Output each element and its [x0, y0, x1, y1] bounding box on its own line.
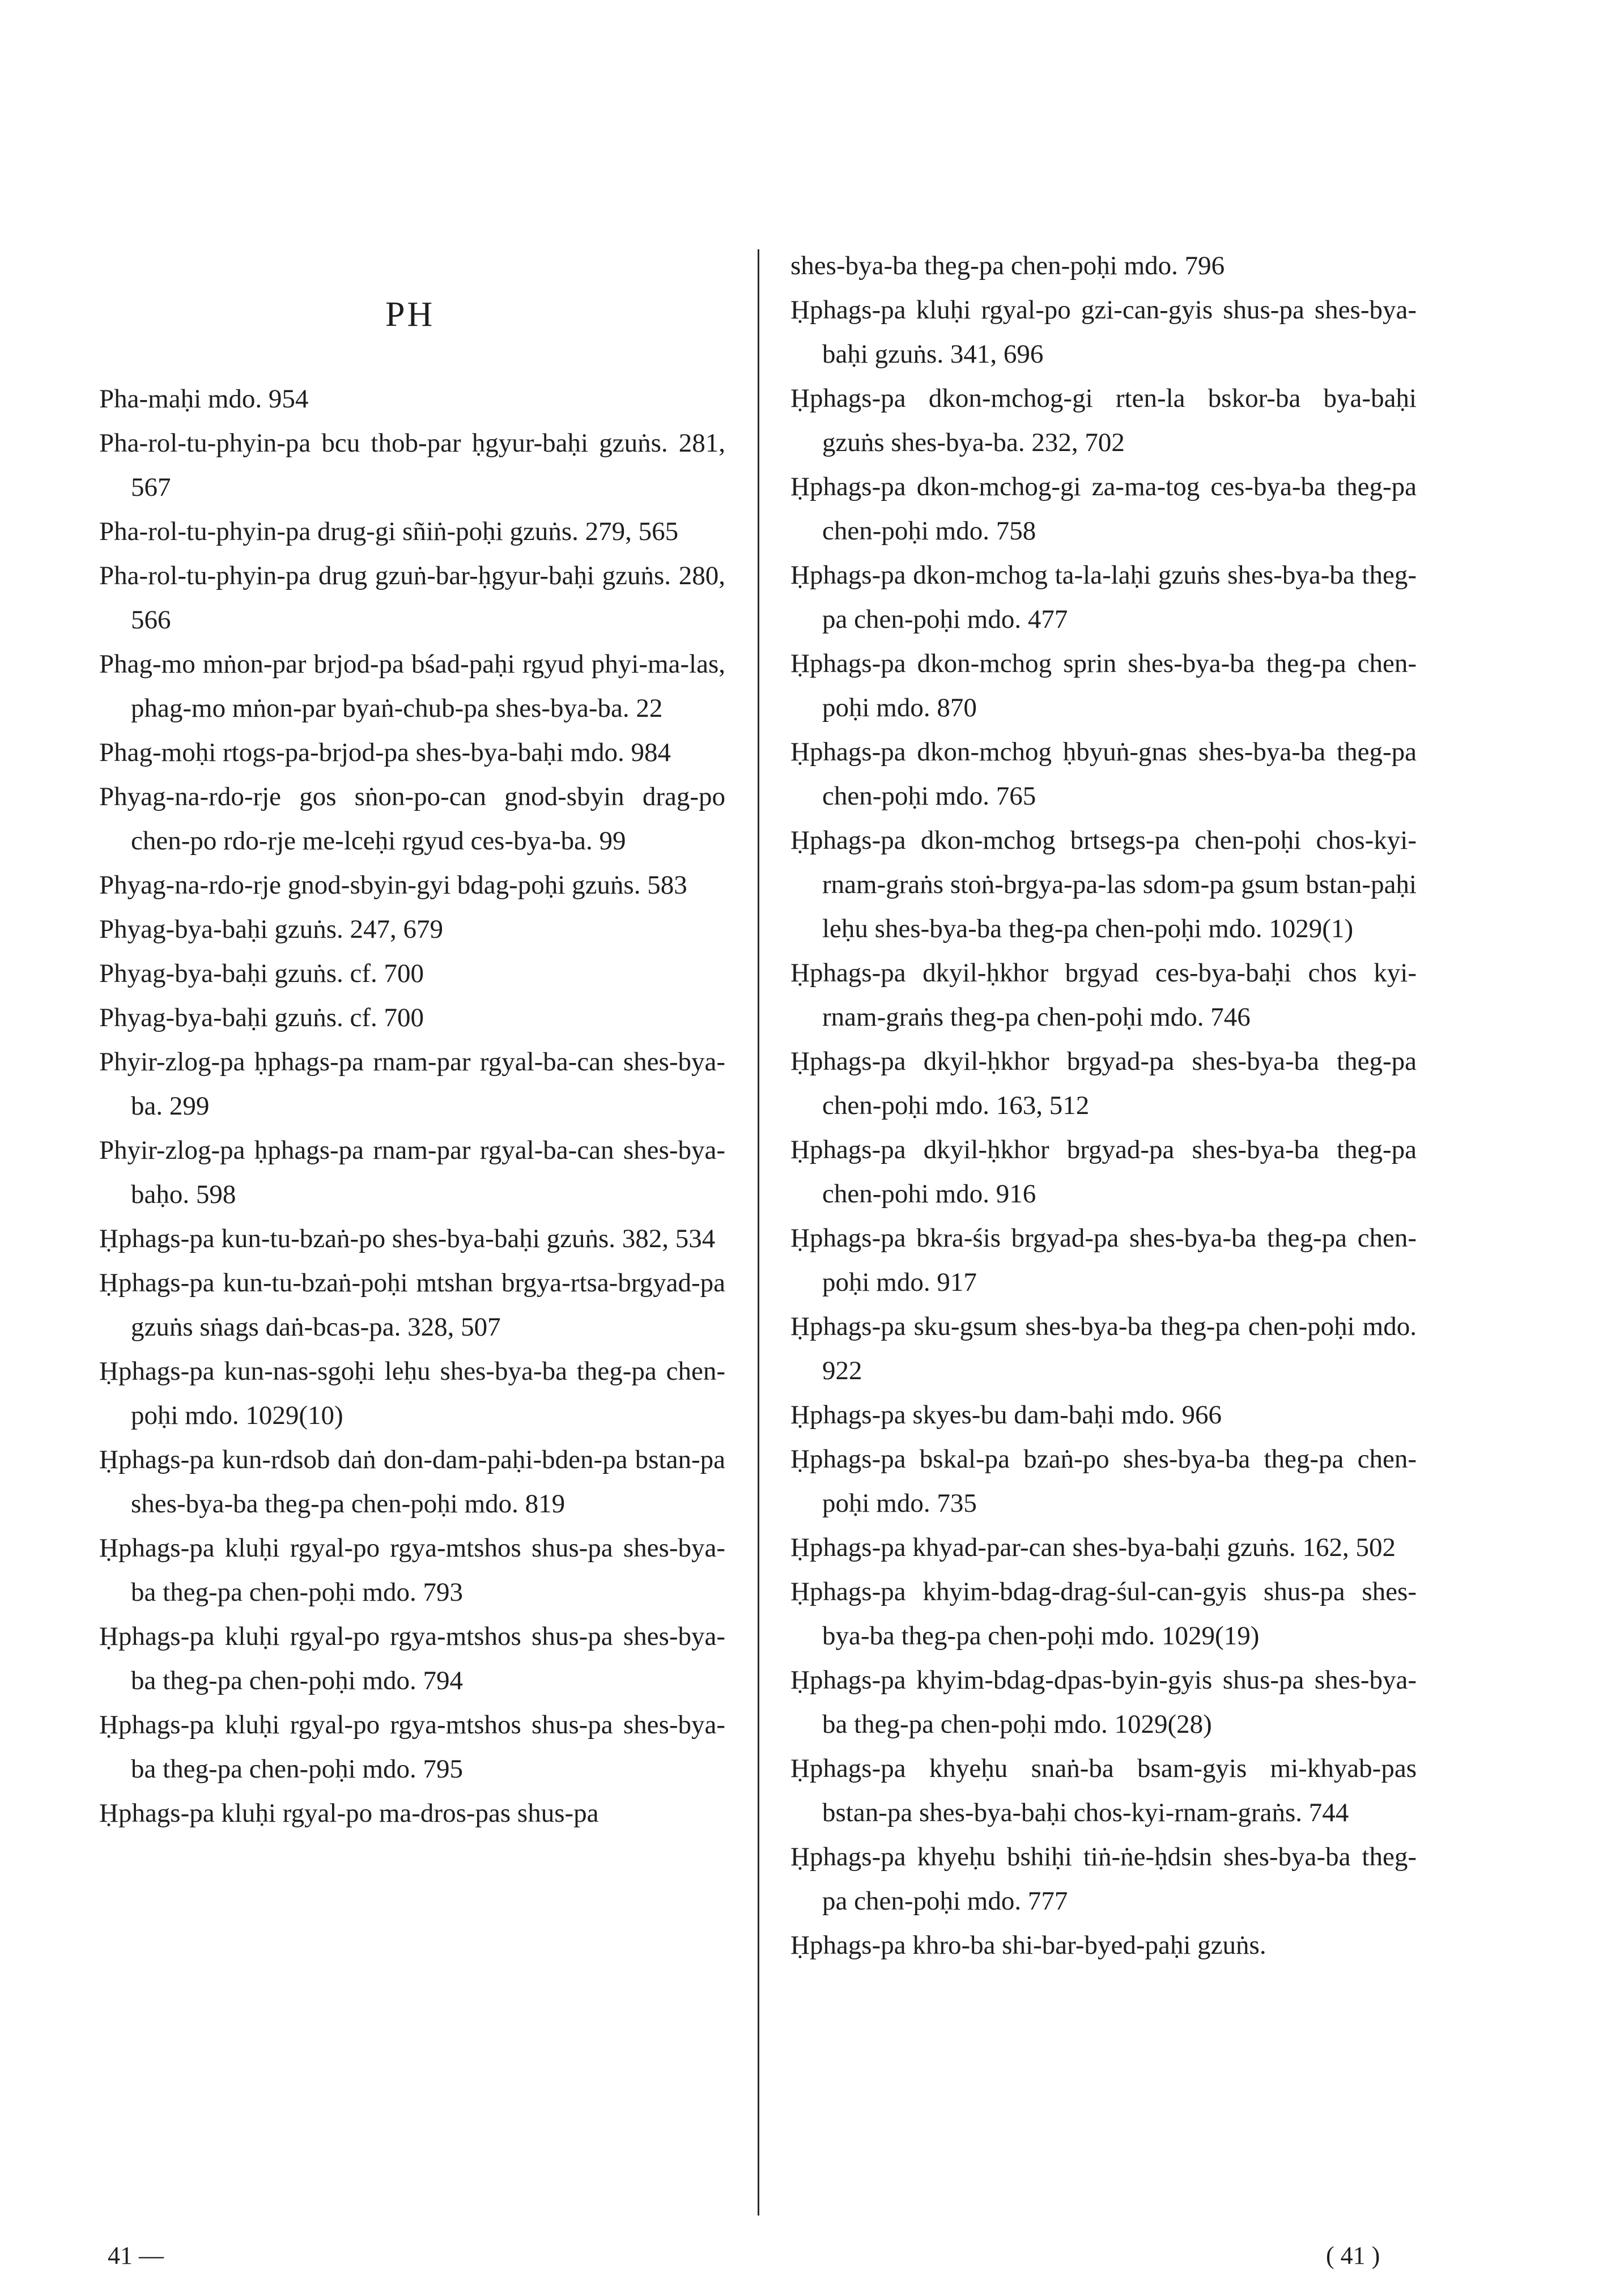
index-entry: Phyag-bya-baḥi gzuṅs. cf. 700	[99, 959, 424, 988]
right-column	[790, 244, 1417, 1967]
index-entry: Ḥphags-pa kun-nas-sgoḥi leḥu shes-bya-ba theg-pa chen-poḥi mdo. 1029(10)	[99, 1357, 725, 1430]
index-entry: Phyir-zlog-pa ḥphags-pa rnam-par rgyal-ba-can shes-bya-ba. 299	[99, 1047, 725, 1121]
index-entry: Ḥphags-pa dkon-mchog sprin shes-bya-ba theg-pa chen-poḥi mdo. 870	[790, 649, 1417, 722]
index-entry: Phyag-bya-baḥi gzuṅs. cf. 700	[99, 1003, 424, 1032]
index-entry: Phyir-zlog-pa ḥphags-pa rnam-par rgyal-ba-can shes-bya-baḥo. 598	[99, 1136, 725, 1209]
index-entry: shes-bya-ba theg-pa chen-poḥi mdo. 796	[790, 251, 1225, 280]
index-entry: Ḥphags-pa khyim-bdag-drag-śul-can-gyis shus-pa shes-bya-ba theg-pa chen-poḥi mdo. 1029(19)	[790, 1577, 1417, 1651]
index-entry: Ḥphags-pa kluḥi rgyal-po rgya-mtshos shus-pa shes-bya-ba theg-pa chen-poḥi mdo. 795	[99, 1710, 725, 1784]
index-entry: Ḥphags-pa sku-gsum shes-bya-ba theg-pa chen-poḥi mdo. 922	[790, 1312, 1417, 1385]
index-entry: Ḥphags-pa dkyil-ḥkhor brgyad ces-bya-baḥi chos kyi-rnam-graṅs theg-pa chen-poḥi mdo. 746	[790, 958, 1417, 1032]
index-entry: Phyag-bya-baḥi gzuṅs. 247, 679	[99, 915, 443, 944]
page-number-right: ( 41 )	[1326, 2242, 1380, 2269]
index-entry: Ḥphags-pa kluḥi rgyal-po rgya-mtshos shus-pa shes-bya-ba theg-pa chen-poḥi mdo. 794	[99, 1622, 725, 1695]
index-entry: Phyag-na-rdo-rje gos sṅon-po-can gnod-sbyin drag-po chen-po rdo-rje me-lceḥi rgyud ces-bya-ba. 99	[99, 782, 725, 856]
index-entry: Phyag-na-rdo-rje gnod-sbyin-gyi bdag-poḥi gzuṅs. 583	[99, 870, 687, 900]
index-entry: Ḥphags-pa dkyil-ḥkhor brgyad-pa shes-bya-ba theg-pa chen-pohi mdo. 916	[790, 1135, 1417, 1209]
index-entry: Ḥphags-pa kluḥi rgyal-po rgya-mtshos shus-pa shes-bya-ba theg-pa chen-poḥi mdo. 793	[99, 1533, 725, 1607]
index-entry: Ḥphags-pa kun-tu-bzaṅ-poḥi mtshan brgya-rtsa-brgyad-pa gzuṅs sṅags daṅ-bcas-pa. 328, 507	[99, 1268, 725, 1342]
index-entry: Ḥphags-pa dkon-mchog-gi rten-la bskor-ba bya-baḥi gzuṅs shes-bya-ba. 232, 702	[790, 384, 1417, 457]
column-divider	[758, 249, 759, 2216]
index-entry: Ḥphags-pa dkyil-ḥkhor brgyad-pa shes-bya-ba theg-pa chen-poḥi mdo. 163, 512	[790, 1047, 1417, 1120]
left-column	[99, 377, 725, 1835]
index-entry: Ḥphags-pa dkon-mchog ḥbyuṅ-gnas shes-bya-ba theg-pa chen-poḥi mdo. 765	[790, 737, 1417, 811]
index-entry: Ḥphags-pa kluḥi rgyal-po gzi-can-gyis shus-pa shes-bya-baḥi gzuṅs. 341, 696	[790, 295, 1417, 369]
index-entry: Ḥphags-pa kluḥi rgyal-po ma-dros-pas shus-pa	[99, 1798, 599, 1828]
index-entry: Ḥphags-pa khyeḥu bshiḥi tiṅ-ṅe-ḥdsin shes-bya-ba theg-pa chen-poḥi mdo. 777	[790, 1842, 1417, 1916]
section-heading: PH	[385, 295, 435, 334]
index-entry: Ḥphags-pa dkon-mchog-gi za-ma-tog ces-bya-ba theg-pa chen-poḥi mdo. 758	[790, 472, 1417, 546]
index-entry: Pha-rol-tu-phyin-pa bcu thob-par ḥgyur-baḥi gzuṅs. 281, 567	[99, 428, 725, 502]
index-entry: Ḥphags-pa khyeḥu snaṅ-ba bsam-gyis mi-khyab-pas bstan-pa shes-bya-baḥi chos-kyi-rnam-graṅs. 744	[790, 1754, 1417, 1827]
index-entry: Ḥphags-pa skyes-bu dam-baḥi mdo. 966	[790, 1400, 1222, 1430]
index-entry: Phag-mo mṅon-par brjod-pa bśad-paḥi rgyud phyi-ma-las, phag-mo mṅon-par byaṅ-chub-pa shes-bya-ba. 22	[99, 649, 725, 723]
index-entry: Phag-moḥi rtogs-pa-brjod-pa shes-bya-baḥi mdo. 984	[99, 738, 671, 767]
index-entry: Ḥphags-pa khro-ba shi-bar-byed-paḥi gzuṅs.	[790, 1931, 1266, 1960]
index-entry: Pha-rol-tu-phyin-pa drug-gi sñiṅ-poḥi gzuṅs. 279, 565	[99, 517, 679, 546]
index-entry: Ḥphags-pa bkra-śis brgyad-pa shes-bya-ba theg-pa chen-poḥi mdo. 917	[790, 1223, 1417, 1297]
index-entry: Ḥphags-pa dkon-mchog brtsegs-pa chen-poḥi chos-kyi-rnam-graṅs stoṅ-brgya-pa-las sdom-pa gsum bstan-paḥi leḥu shes-bya-ba theg-pa chen-poḥi mdo. 1029(1)	[790, 826, 1417, 943]
index-entry: Pha-rol-tu-phyin-pa drug gzuṅ-bar-ḥgyur-baḥi gzuṅs. 280, 566	[99, 561, 725, 635]
index-entry: Ḥphags-pa kun-rdsob daṅ don-dam-paḥi-bden-pa bstan-pa shes-bya-ba theg-pa chen-poḥi mdo. 819	[99, 1445, 725, 1519]
index-entry: Pha-maḥi mdo. 954	[99, 384, 309, 414]
index-entry: Ḥphags-pa bskal-pa bzaṅ-po shes-bya-ba theg-pa chen-poḥi mdo. 735	[790, 1444, 1417, 1518]
page-number-left: 41 —	[108, 2242, 164, 2269]
index-entry: Ḥphags-pa dkon-mchog ta-la-laḥi gzuṅs shes-bya-ba theg-pa chen-poḥi mdo. 477	[790, 560, 1417, 634]
index-entry: Ḥphags-pa khyad-par-can shes-bya-baḥi gzuṅs. 162, 502	[790, 1533, 1396, 1562]
index-entry: Ḥphags-pa kun-tu-bzaṅ-po shes-bya-baḥi gzuṅs. 382, 534	[99, 1224, 716, 1253]
index-entry: Ḥphags-pa khyim-bdag-dpas-byin-gyis shus-pa shes-bya-ba theg-pa chen-poḥi mdo. 1029(28)	[790, 1665, 1417, 1739]
